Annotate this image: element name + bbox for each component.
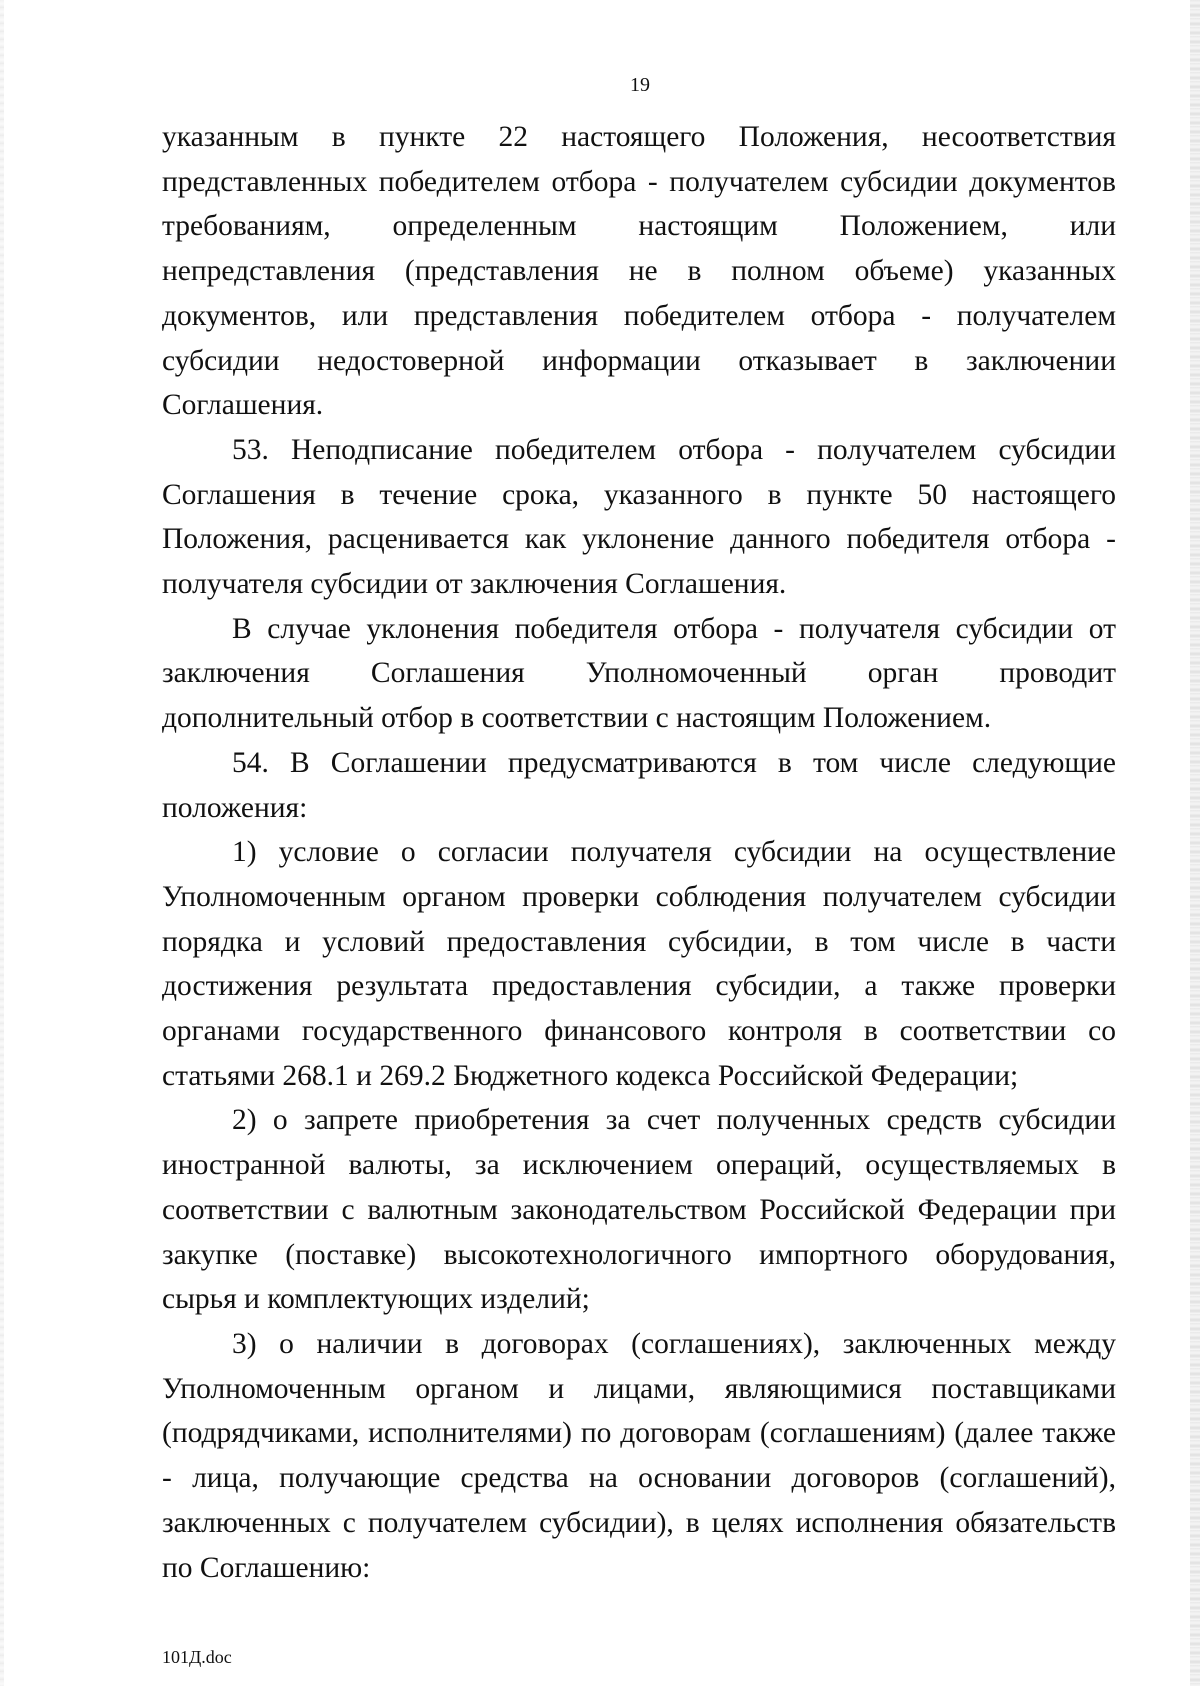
footer-filename: 101Д.doc [162,1647,232,1667]
page-number: 19 [630,74,650,96]
paragraph-subitem-1: 1) условие о согласии получателя субсидии на осуществление Уполномоченным органом проверки соблюдения получателем субсидии порядка и условий предоставления субсидии, в том числе в части достижения результата предоставления субсидии, а также проверки органами государственного финансового контроля в соответствии со статьями 268.1 и 269.2 Бюджетного кодекса Российской Федерации; [162,836,1116,1092]
document-body [162,115,1116,1590]
paragraph-item-53: 53. Неподписание победителем отбора - получателем субсидии Соглашения в течение срока, указанного в пункте 50 настоящего Положения, расценивается как уклонение данного победителя отбора - получателя субсидии от заключения Соглашения. [162,433,1116,601]
paragraph-subitem-3: 3) о наличии в договорах (соглашениях), заключенных между Уполномоченным органом и лицами, являющимися поставщиками (подрядчиками, исполнителями) по договорам (соглашениям) (далее также - лица, получающие средства на основании договоров (соглашений), заключенных с получателем субсидии), в целях исполнения обязательств по Соглашению: [162,1327,1116,1584]
scan-edge-right [1190,0,1200,1686]
paragraph-continuation: указанным в пункте 22 настоящего Положения, несоответствия представленных победителем отбора - получателем субсидии документов требованиям, определенным настоящим Положением, или непредставления (представления не в полном объеме) указанных документов, или представления победителем отбора - получателем субсидии недостоверной информации отказывает в заключении Соглашения. [162,121,1116,422]
paragraph-evasion-case: В случае уклонения победителя отбора - получателя субсидии от заключения Соглашения Уполномоченный орган проводит дополнительный отбор в соответствии с настоящим Положением. [162,612,1116,735]
paragraph-item-54: 54. В Соглашении предусматриваются в том числе следующие положения: [162,746,1116,824]
paragraph-subitem-2: 2) о запрете приобретения за счет полученных средств субсидии иностранной валюты, за исключением операций, осуществляемых в соответствии с валютным законодательством Российской Федерации при закупке (поставке) высокотехнологичного импортного оборудования, сырья и комплектующих изделий; [162,1104,1116,1316]
scan-edge-left [0,0,4,1686]
